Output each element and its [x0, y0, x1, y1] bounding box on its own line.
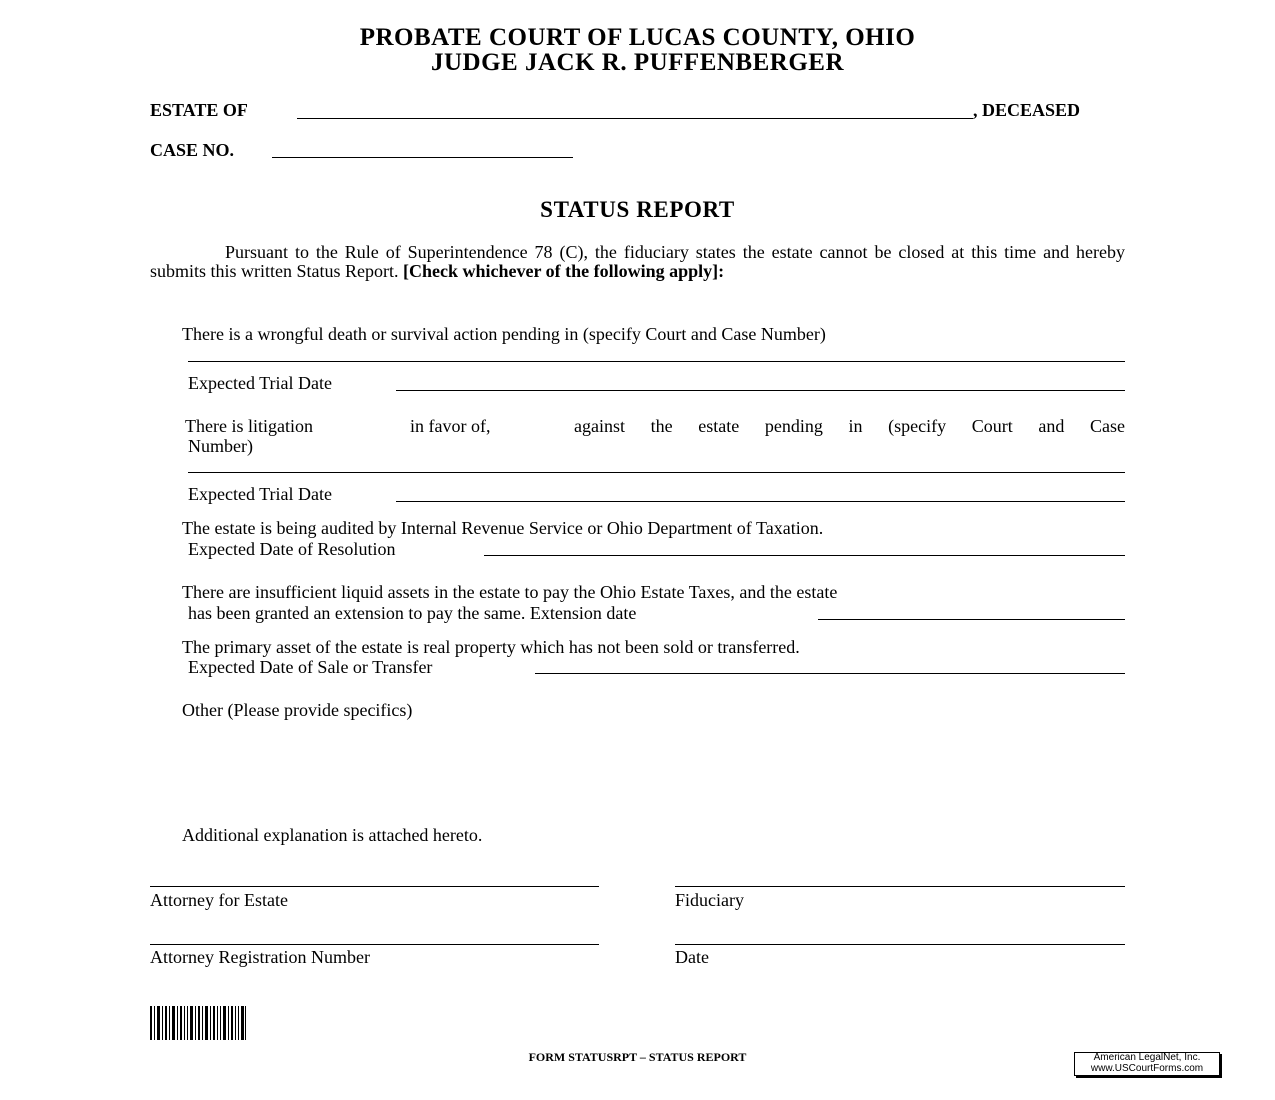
estate-name-field[interactable] — [297, 118, 973, 119]
litigation-against[interactable]: against the estate pending in (specify Court and Case — [574, 416, 1125, 436]
publisher-name: American LegalNet, Inc. — [1093, 1052, 1201, 1063]
sale-date-label: Expected Date of Sale or Transfer — [188, 657, 433, 677]
case-number-label: CASE NO. — [150, 140, 235, 160]
fiduciary-label: Fiduciary — [675, 890, 744, 910]
intro-text: Pursuant to the Rule of Superintendence 78 (C), the fiduciary states the estate cannot be closed at this time and hereby submits this written Status Report. — [150, 242, 1125, 281]
resolution-label: Expected Date of Resolution — [188, 539, 396, 559]
estate-label: ESTATE OF — [150, 100, 248, 120]
document-title: STATUS REPORT — [540, 197, 735, 222]
litigation-number-label: Number) — [188, 436, 253, 456]
fiduciary-signature-line[interactable] — [675, 886, 1125, 887]
court-name: PROBATE COURT OF LUCAS COUNTY, OHIO — [359, 24, 916, 51]
additional-explanation-option[interactable]: Additional explanation is attached hereto. — [182, 825, 483, 845]
sale-date-field[interactable] — [535, 673, 1125, 674]
extension-label: has been granted an extension to pay the same. Extension date — [188, 603, 637, 623]
resolution-date-field[interactable] — [484, 555, 1125, 556]
trial-date-field-2[interactable] — [396, 501, 1125, 502]
litigation-in-favor[interactable]: in favor of, — [410, 416, 491, 436]
barcode-icon — [150, 1006, 246, 1040]
case-number-field[interactable] — [272, 157, 573, 158]
judge-name: JUDGE JACK R. PUFFENBERGER — [430, 49, 844, 76]
litigation-court-field[interactable] — [188, 472, 1125, 473]
trial-date-label-2: Expected Trial Date — [188, 484, 332, 504]
trial-date-field-1[interactable] — [396, 390, 1125, 391]
real-property-option[interactable]: The primary asset of the estate is real property which has not been sold or transferred. — [182, 637, 800, 657]
extension-date-field[interactable] — [818, 619, 1125, 620]
registration-label: Attorney Registration Number — [150, 947, 370, 967]
deceased-label: , DECEASED — [973, 100, 1081, 120]
date-line[interactable] — [675, 944, 1125, 945]
attorney-label: Attorney for Estate — [150, 890, 288, 910]
form-footer: FORM STATUSRPT – STATUS REPORT — [528, 1050, 747, 1064]
wrongful-death-option[interactable]: There is a wrongful death or survival action pending in (specify Court and Case Number) — [182, 324, 826, 344]
intro-instruction: [Check whichever of the following apply]: — [403, 261, 725, 281]
insufficient-assets-option[interactable]: There are insufficient liquid assets in the estate to pay the Ohio Estate Taxes, and the estate — [182, 582, 838, 602]
publisher-url: www.USCourtForms.com — [1090, 1062, 1204, 1074]
publisher-badge — [1074, 1052, 1220, 1076]
trial-date-label-1: Expected Trial Date — [188, 373, 332, 393]
wrongful-death-court-field[interactable] — [188, 361, 1125, 362]
other-option[interactable]: Other (Please provide specifics) — [182, 700, 413, 720]
intro-paragraph — [150, 243, 1125, 281]
registration-number-line[interactable] — [150, 944, 599, 945]
attorney-signature-line[interactable] — [150, 886, 599, 887]
audit-option[interactable]: The estate is being audited by Internal Revenue Service or Ohio Department of Taxation. — [182, 518, 824, 538]
litigation-option[interactable]: There is litigation — [185, 416, 313, 436]
date-label: Date — [675, 947, 709, 967]
